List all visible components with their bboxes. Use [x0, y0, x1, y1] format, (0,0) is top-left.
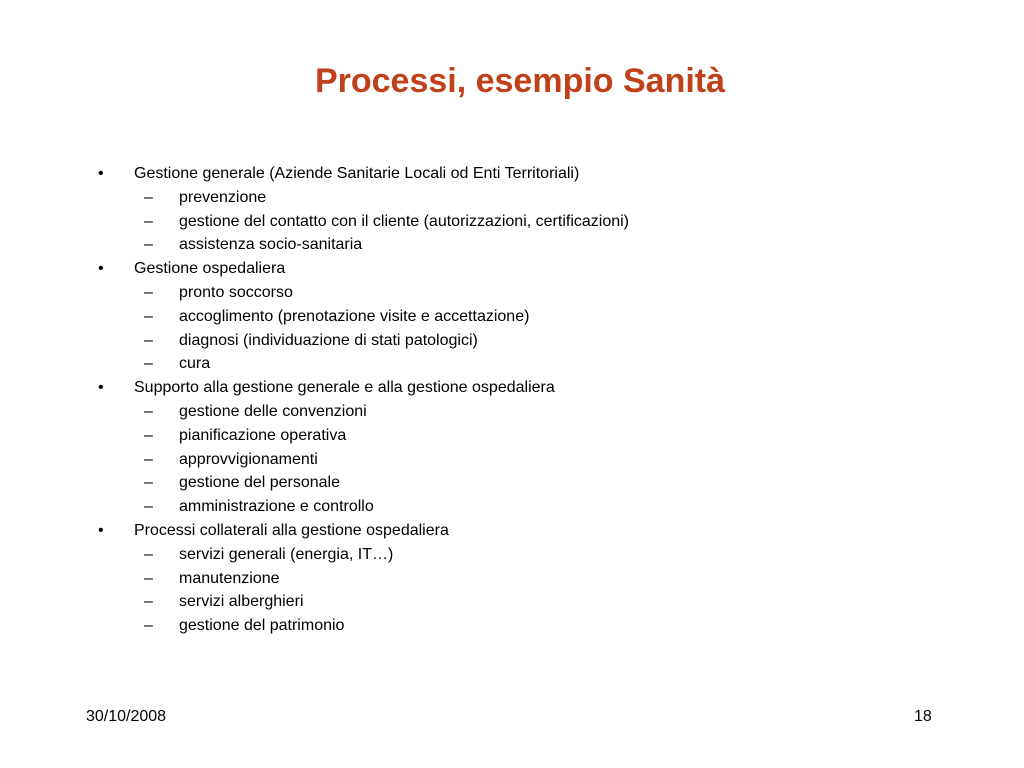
sub-bullet-text: gestione delle convenzioni — [179, 402, 367, 420]
sub-bullet-marker: – — [144, 498, 153, 516]
sub-bullet-item — [98, 233, 978, 257]
sub-bullet-marker: – — [144, 331, 153, 349]
sub-bullet-item — [98, 590, 978, 614]
sub-bullet-marker: – — [144, 569, 153, 587]
bullet-item — [98, 376, 978, 400]
sub-bullet-text: diagnosi (individuazione di stati patologici) — [179, 331, 478, 349]
sub-bullet-marker: – — [144, 617, 153, 635]
sub-bullet-text: amministrazione e controllo — [179, 498, 374, 516]
bullet-marker: • — [98, 260, 104, 278]
sub-bullet-text: servizi generali (energia, IT…) — [179, 545, 394, 563]
sub-bullet-marker: – — [144, 307, 153, 325]
sub-bullet-text: servizi alberghieri — [179, 593, 304, 611]
sub-bullet-item — [98, 352, 978, 376]
bullet-item — [98, 162, 978, 186]
section-gestione-ospedaliera — [98, 257, 978, 376]
sub-bullet-text: pianificazione operativa — [179, 426, 347, 444]
bullet-item — [98, 257, 978, 281]
bullet-text: Gestione ospedaliera — [134, 260, 286, 278]
sub-bullet-item — [98, 471, 978, 495]
bullet-list — [98, 162, 978, 638]
sub-bullet-item — [98, 186, 978, 210]
bullet-text: Supporto alla gestione generale e alla gestione ospedaliera — [134, 379, 555, 397]
sub-bullet-marker: – — [144, 355, 153, 373]
sub-bullet-item — [98, 424, 978, 448]
sub-bullet-marker: – — [144, 474, 153, 492]
sub-bullet-item — [98, 400, 978, 424]
sub-bullet-marker: – — [144, 283, 153, 301]
sub-bullet-text: pronto soccorso — [179, 283, 293, 301]
sub-bullet-text: cura — [179, 355, 211, 373]
section-processi-collaterali — [98, 519, 978, 638]
bullet-marker: • — [98, 165, 104, 182]
sub-bullet-text: accoglimento (prenotazione visite e accettazione) — [179, 307, 530, 325]
footer-date: 30/10/2008 — [86, 708, 167, 725]
sub-bullet-item — [98, 305, 978, 329]
sub-bullet-item — [98, 495, 978, 519]
page-number: 18 — [914, 708, 932, 725]
bullet-marker: • — [98, 379, 104, 397]
sub-bullet-item — [98, 543, 978, 567]
sub-bullet-item — [98, 448, 978, 472]
sub-bullet-marker: – — [144, 402, 153, 420]
sub-bullet-item — [98, 210, 978, 234]
sub-bullet-marker: – — [144, 545, 153, 563]
sub-bullet-text: gestione del contatto con il cliente (autorizzazioni, certificazioni) — [179, 212, 630, 230]
sub-bullet-text: gestione del personale — [179, 474, 341, 492]
bullet-item — [98, 519, 978, 543]
sub-bullet-item — [98, 281, 978, 305]
bullet-text: Processi collaterali alla gestione ospedaliera — [134, 521, 449, 539]
sub-bullet-text: assistenza socio-sanitaria — [179, 236, 363, 254]
sub-bullet-item — [98, 614, 978, 638]
sub-bullet-item — [98, 329, 978, 353]
sub-bullet-text: prevenzione — [179, 188, 267, 206]
section-gestione-generale — [98, 162, 978, 257]
sub-bullet-text: manutenzione — [179, 569, 280, 587]
sub-bullet-marker: – — [144, 188, 153, 206]
sub-bullet-text: approvvigionamenti — [179, 450, 318, 468]
section-supporto — [98, 376, 978, 519]
sub-bullet-marker: – — [144, 426, 153, 444]
sub-bullet-text: gestione del patrimonio — [179, 617, 345, 635]
sub-bullet-marker: – — [144, 593, 153, 611]
bullet-marker: • — [98, 521, 104, 539]
slide-title: Processi, esempio Sanità — [314, 62, 726, 100]
sub-bullet-marker: – — [144, 450, 153, 468]
sub-bullet-marker: – — [144, 212, 153, 230]
sub-bullet-item — [98, 567, 978, 591]
bullet-text: Gestione generale (Aziende Sanitarie Locali od Enti Territoriali) — [134, 165, 580, 182]
sub-bullet-marker: – — [144, 236, 153, 254]
